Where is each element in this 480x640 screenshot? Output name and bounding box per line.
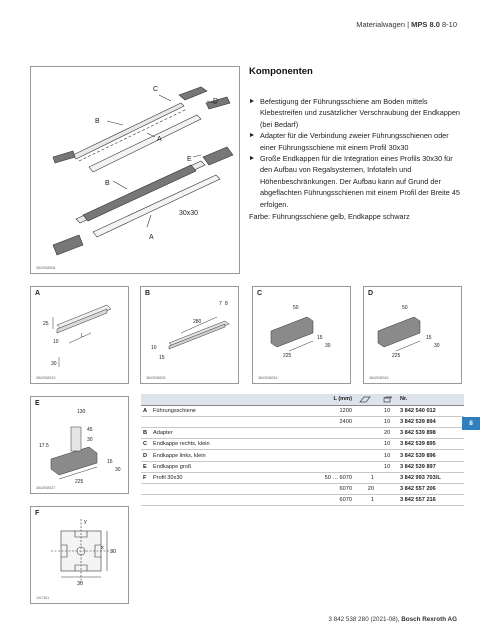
figure-f-ref: 1917611 — [36, 596, 50, 600]
dim-d-2: 225 — [392, 353, 401, 359]
cell-p1: 1 — [354, 472, 376, 483]
bullet-item: Befestigung der Führungsschiene am Boden mittels Klebestreifen und zusätzlicher Verschraubung der Endkappen (bei Bedarf) — [249, 96, 464, 130]
cell-key — [141, 484, 151, 495]
cell-p1: 1 — [354, 495, 376, 506]
dim-c-1: 50 — [293, 305, 299, 311]
col-pack-1 — [354, 394, 376, 405]
dim-e-7: 30 — [115, 467, 121, 473]
dim-b-1: 280 — [193, 319, 202, 325]
cell-p1 — [354, 450, 376, 461]
dim-f-height: 30 — [110, 549, 117, 555]
cell-key: A — [141, 405, 151, 416]
col-key — [141, 394, 151, 405]
overview-figure — [30, 66, 240, 274]
figure-c-drawing — [253, 287, 352, 385]
overview-ref: 3842538534 — [36, 266, 56, 270]
dim-b-4: 10 — [151, 345, 157, 351]
cell-key: F — [141, 472, 151, 483]
cell-key — [141, 495, 151, 506]
cell-length: 50 … 6070 — [279, 472, 354, 483]
cell-p2: 10 — [376, 405, 398, 416]
dim-c-3: 15 — [317, 335, 323, 341]
dim-e-6: 15 — [107, 459, 113, 465]
figure-b-ref: 3842538533 — [146, 376, 166, 380]
table-row — [141, 428, 464, 439]
figure-b-drawing — [141, 287, 240, 385]
dim-e-4: 17.5 — [39, 443, 49, 449]
table-header-row — [141, 394, 464, 405]
cell-key: D — [141, 450, 151, 461]
figure-letter: B — [145, 290, 151, 297]
cell-desc: Endkappe links, klein — [151, 450, 279, 461]
header-title: Materialwagen — [356, 20, 405, 29]
figure-letter: F — [35, 510, 40, 517]
cell-desc — [151, 416, 279, 427]
cell-nr: 3 842 539 898 — [398, 428, 464, 439]
dim-a-2: 10 — [53, 339, 59, 345]
figure-e-drawing — [31, 397, 130, 495]
table-row — [141, 495, 464, 506]
cell-length — [279, 450, 354, 461]
cell-p2: 10 — [376, 450, 398, 461]
axis-y-label: y — [84, 519, 87, 525]
dim-e-3: 30 — [87, 437, 93, 443]
cell-p1 — [354, 416, 376, 427]
col-nr: Nr. — [398, 394, 464, 405]
bullet-item: Große Endkappen für die Integration eines Profils 30x30 für den Aufbau von Regalsystemen, Infotafeln und Höhenbeschränkungen. Der Aufbau kann auf Grund der abgeflachten Führungsschienen mit einem Profil der Breite 45 erfolgen. — [249, 153, 464, 210]
figure-letter: C — [257, 290, 263, 297]
dim-a-1: 25 — [43, 321, 49, 327]
footer-company: Bosch Rexroth AG — [401, 616, 457, 623]
figure-letter: D — [368, 290, 374, 297]
cell-desc: Adapter — [151, 428, 279, 439]
dim-e-2: 45 — [87, 427, 93, 433]
cell-nr: 3 842 539 894 — [398, 416, 464, 427]
cell-desc: Profil 30x30 — [151, 472, 279, 483]
dim-a-3: L — [81, 333, 84, 339]
pallet-icon — [358, 396, 372, 403]
cell-length: 2400 — [279, 416, 354, 427]
cell-length: 1200 — [279, 405, 354, 416]
cell-length — [279, 461, 354, 472]
cell-p2: 10 — [376, 416, 398, 427]
label-a-bottom: A — [149, 234, 154, 241]
figure-b — [140, 286, 239, 384]
table-row — [141, 405, 464, 416]
col-length: L (mm) — [279, 394, 354, 405]
figure-e-ref: 3842538317 — [36, 486, 56, 490]
dim-d-1: 50 — [402, 305, 408, 311]
cell-length — [279, 428, 354, 439]
dim-d-4: 30 — [434, 343, 440, 349]
header-product: MPS 8.0 — [411, 20, 440, 29]
cell-length: 6070 — [279, 495, 354, 506]
dim-f-width: 30 — [77, 581, 84, 587]
cell-length: 6070 — [279, 484, 354, 495]
figure-a-drawing — [31, 287, 130, 385]
table-row — [141, 484, 464, 495]
col-desc — [151, 394, 279, 405]
dim-a-4: 30 — [51, 361, 57, 367]
parts-table — [141, 394, 464, 506]
dim-b-2: 7 — [219, 301, 222, 307]
figure-f — [30, 506, 129, 604]
dim-b-5: 15 — [159, 355, 165, 361]
page-header: Materialwagen | MPS 8.0 8-10 — [356, 20, 457, 29]
table-row — [141, 439, 464, 450]
figure-c — [252, 286, 351, 384]
axis-x-label: x — [101, 545, 104, 551]
figure-letter: E — [35, 400, 40, 407]
cell-key: B — [141, 428, 151, 439]
cell-p1: 20 — [354, 484, 376, 495]
dim-c-4: 30 — [325, 343, 331, 349]
bullet-list — [249, 96, 464, 210]
footer-docnum: 3 842 538 280 (2021-08), — [328, 616, 400, 623]
dim-d-3: 15 — [426, 335, 432, 341]
bullet-item: Adapter für die Verbindung zweier Führungsschienen oder einer Führungsschiene mit einem Profil 30x30 — [249, 130, 464, 153]
cell-desc: Endkappe groß — [151, 461, 279, 472]
cell-nr: 3 842 540 012 — [398, 405, 464, 416]
cell-nr: 3 842 539 896 — [398, 450, 464, 461]
figure-d-ref: 3842538316 — [369, 376, 389, 380]
figure-d — [363, 286, 462, 384]
cell-nr: 3 842 539 895 — [398, 439, 464, 450]
cell-nr: 3 842 539 897 — [398, 461, 464, 472]
dim-e-5: 225 — [75, 479, 84, 485]
col-pack-2 — [376, 394, 398, 405]
cell-key: C — [141, 439, 151, 450]
section-title: Komponenten — [249, 66, 313, 77]
dim-c-2: 225 — [283, 353, 292, 359]
figure-a-ref: 3842538313 — [36, 376, 56, 380]
table-row — [141, 472, 464, 483]
cell-nr: 3 842 993 703/L — [398, 472, 464, 483]
cell-p2: 20 — [376, 428, 398, 439]
table-row — [141, 450, 464, 461]
cell-desc — [151, 484, 279, 495]
cell-p2 — [376, 472, 398, 483]
figure-c-ref: 3842538315 — [258, 376, 278, 380]
label-d: D — [213, 98, 219, 105]
table-row — [141, 416, 464, 427]
figure-a — [30, 286, 129, 384]
box-icon — [380, 396, 394, 403]
page-footer — [328, 616, 457, 623]
cell-p1 — [354, 439, 376, 450]
cell-key: E — [141, 461, 151, 472]
cell-nr: 3 842 557 216 — [398, 495, 464, 506]
figure-d-drawing — [364, 287, 463, 385]
label-a-top: A — [157, 136, 162, 143]
cell-p2 — [376, 484, 398, 495]
cell-p2: 10 — [376, 439, 398, 450]
cell-desc — [151, 495, 279, 506]
cell-p1 — [354, 405, 376, 416]
cell-nr: 3 842 557 206 — [398, 484, 464, 495]
label-e: E — [187, 156, 192, 163]
cell-p1 — [354, 461, 376, 472]
header-page: 8-10 — [441, 20, 457, 29]
cell-p2 — [376, 495, 398, 506]
cell-key — [141, 416, 151, 427]
cell-p1 — [354, 428, 376, 439]
label-c: C — [153, 86, 159, 93]
cell-p2: 10 — [376, 461, 398, 472]
label-b-top: B — [95, 118, 100, 125]
figure-f-drawing — [31, 507, 130, 605]
dim-b-3: 8 — [225, 301, 228, 307]
figure-letter: A — [35, 290, 41, 297]
cell-desc: Endkappe rechts, klein — [151, 439, 279, 450]
figure-e — [30, 396, 129, 494]
dim-e-1: 130 — [77, 409, 86, 415]
label-profile: 30x30 — [179, 210, 199, 217]
chapter-tab[interactable]: 8 — [462, 417, 480, 430]
label-b-bottom: B — [105, 180, 110, 187]
table-row — [141, 461, 464, 472]
overview-drawing — [31, 67, 241, 275]
color-note: Farbe: Führungsschiene gelb, Endkappe schwarz — [249, 212, 410, 221]
cell-desc: Führungsschiene — [151, 405, 279, 416]
cell-length — [279, 439, 354, 450]
